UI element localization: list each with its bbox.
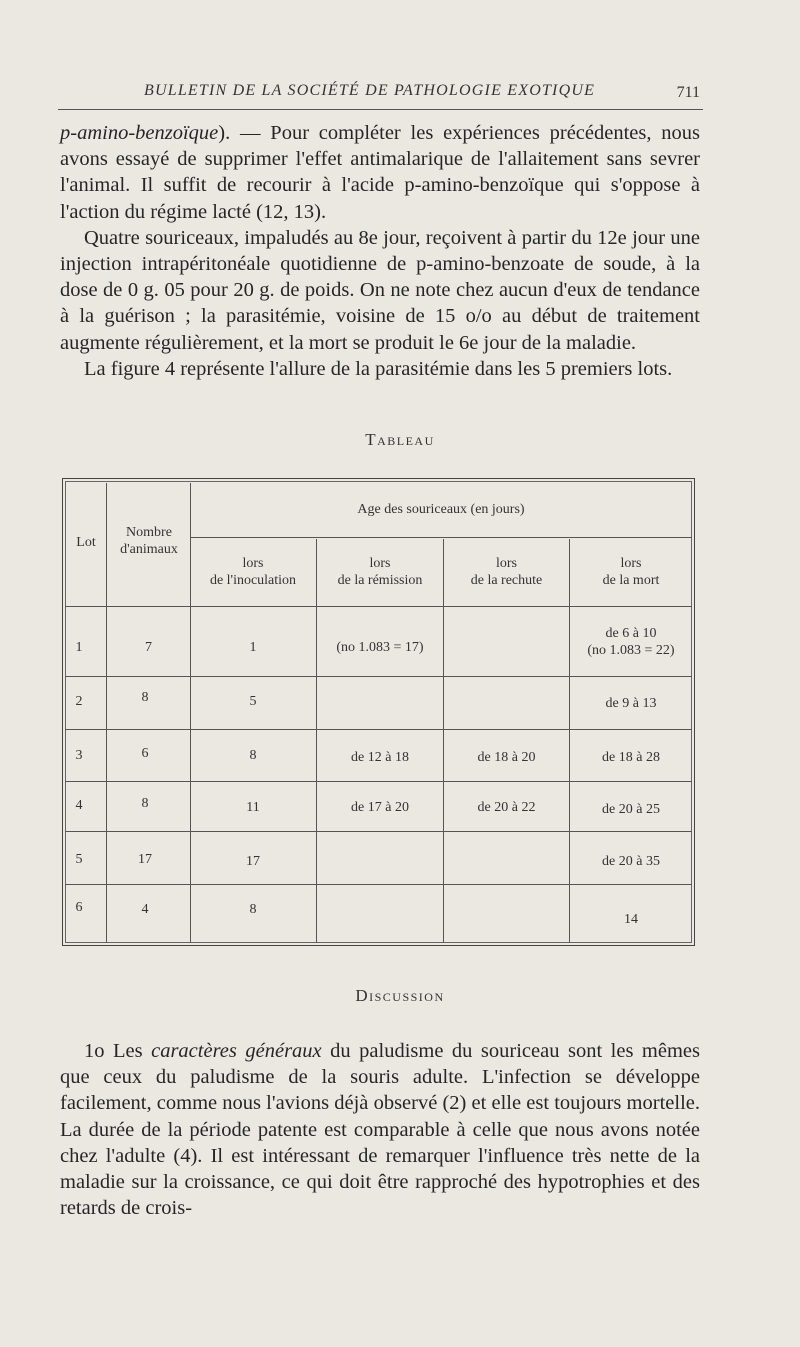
header-mort-line2: de la mort bbox=[602, 573, 660, 588]
row4-rem: de 17 à 20 bbox=[351, 800, 409, 815]
row3-rech: de 18 à 20 bbox=[477, 750, 536, 765]
header-nombre: Nombre d'animaux bbox=[120, 525, 178, 557]
header-inoculation-line2: de l'inoculation bbox=[209, 573, 297, 588]
row4-rech: de 20 à 22 bbox=[477, 800, 536, 815]
row3-inoc: 8 bbox=[249, 748, 257, 763]
row6-lot: 6 bbox=[75, 900, 83, 915]
discussion-paragraph bbox=[60, 1038, 700, 1221]
row-divider bbox=[65, 676, 692, 677]
row6-mort: 14 bbox=[624, 912, 638, 927]
row4-lot: 4 bbox=[75, 798, 83, 813]
discussion-rest: du paludisme du souriceau sont les mêmes que ceux du paludisme de la souris adulte. L'infection se développe facilement, comme nous l'avions déjà observé (2) et elle est toujours mortelle. La durée de la période patente est comparable à celle que nous avons notée chez l'adulte (4). Il est intéressant de remarquer l'influence très nette de la maladie sur la croissance, ce qui doit être rapproché des hypotrophies et des retards de crois- bbox=[60, 1040, 700, 1220]
row-divider bbox=[65, 884, 692, 885]
row5-inoc: 17 bbox=[246, 854, 260, 869]
page-number: 711 bbox=[676, 84, 700, 101]
row-divider bbox=[65, 781, 692, 782]
col-divider bbox=[190, 483, 191, 943]
row-divider bbox=[65, 606, 692, 607]
row1-inoc: 1 bbox=[249, 640, 257, 655]
row6-n: 4 bbox=[141, 902, 149, 917]
row1-mort bbox=[570, 625, 692, 659]
running-head bbox=[60, 82, 700, 108]
col-divider bbox=[106, 483, 107, 943]
header-remission-line1: lors bbox=[369, 556, 391, 571]
row-divider bbox=[65, 729, 692, 730]
row4-n: 8 bbox=[141, 796, 149, 811]
header-rechute bbox=[444, 555, 569, 589]
row2-mort: de 9 à 13 bbox=[605, 696, 657, 711]
header-inoculation-line1: lors bbox=[242, 556, 264, 571]
col-divider bbox=[316, 539, 317, 943]
row1-mort-line1: de 6 à 10 bbox=[605, 626, 657, 641]
row4-inoc: 11 bbox=[246, 800, 260, 815]
paragraph-1-rest: ). — Pour compléter les expériences précédentes, nous avons essayé de supprimer l'effet antimalarique de l'allaitement sans sevrer l'animal. Il suffit de recourir à l'acide p-amino-benzoïque qui s'oppose à l'action du régime lacté (12, 13). bbox=[60, 122, 700, 223]
discussion-start: 1o Les bbox=[84, 1040, 152, 1062]
row5-lot: 5 bbox=[75, 852, 83, 867]
header-mort-line1: lors bbox=[620, 556, 642, 571]
row1-n: 7 bbox=[145, 640, 152, 655]
col-divider bbox=[569, 539, 570, 943]
header-mort bbox=[570, 555, 692, 589]
paragraph-3: La figure 4 représente l'allure de la parasitémie dans les 5 premiers lots. bbox=[84, 357, 673, 380]
row4-mort: de 20 à 25 bbox=[602, 802, 660, 817]
col-divider bbox=[443, 539, 444, 943]
header-inoculation bbox=[191, 555, 315, 589]
paragraph-2: Quatre souriceaux, impaludés au 8e jour, reçoivent à partir du 12e jour une injection intrapéritonéale quotidienne de p-amino-benzoate de soude, à la dose de 0 g. 05 pour 20 g. de poids. On ne note chez aucun d'eux de tendance à la guérison ; la parasitémie, voisine de 15 o/o au début de traitement augmente régulièrement, et la mort se produit le 6e jour de la maladie. bbox=[60, 226, 700, 354]
journal-title: BULLETIN DE LA SOCIÉTÉ DE PATHOLOGIE EXOTIQUE bbox=[144, 82, 596, 99]
row5-n: 17 bbox=[138, 852, 152, 867]
row-divider bbox=[65, 831, 692, 832]
table-caption: Tableau bbox=[365, 430, 435, 449]
paragraph-1-italic: p-amino-benzoïque bbox=[60, 122, 219, 144]
row1-lot: 1 bbox=[75, 640, 83, 655]
row3-n: 6 bbox=[141, 746, 149, 761]
discussion-italic: caractères généraux bbox=[151, 1040, 322, 1062]
row3-lot: 3 bbox=[75, 748, 83, 763]
row2-n: 8 bbox=[141, 690, 149, 705]
header-lot: Lot bbox=[76, 535, 96, 550]
header-remission-line2: de la rémission bbox=[337, 573, 423, 588]
row3-mort: de 18 à 28 bbox=[602, 750, 660, 765]
header-rechute-line1: lors bbox=[496, 556, 517, 571]
intro-text bbox=[60, 120, 700, 382]
row1-mort-line2: (no 1.083 = 22) bbox=[587, 643, 675, 658]
header-rule bbox=[58, 109, 703, 110]
discussion-text bbox=[60, 1038, 700, 1221]
data-table bbox=[62, 478, 695, 946]
row3-rem: de 12 à 18 bbox=[351, 750, 409, 765]
discussion-heading: Discussion bbox=[355, 986, 445, 1005]
header-remission bbox=[317, 555, 443, 589]
paragraph-1 bbox=[60, 120, 700, 225]
row2-lot: 2 bbox=[75, 694, 83, 709]
row5-mort: de 20 à 35 bbox=[602, 854, 660, 869]
header-rechute-line2: de la rechute bbox=[470, 573, 543, 588]
row2-inoc: 5 bbox=[249, 694, 257, 709]
row1-rem: (no 1.083 = 17) bbox=[336, 640, 424, 655]
row-divider bbox=[190, 537, 692, 538]
row6-inoc: 8 bbox=[249, 902, 257, 917]
header-age-group: Age des souriceaux (en jours) bbox=[357, 502, 525, 517]
